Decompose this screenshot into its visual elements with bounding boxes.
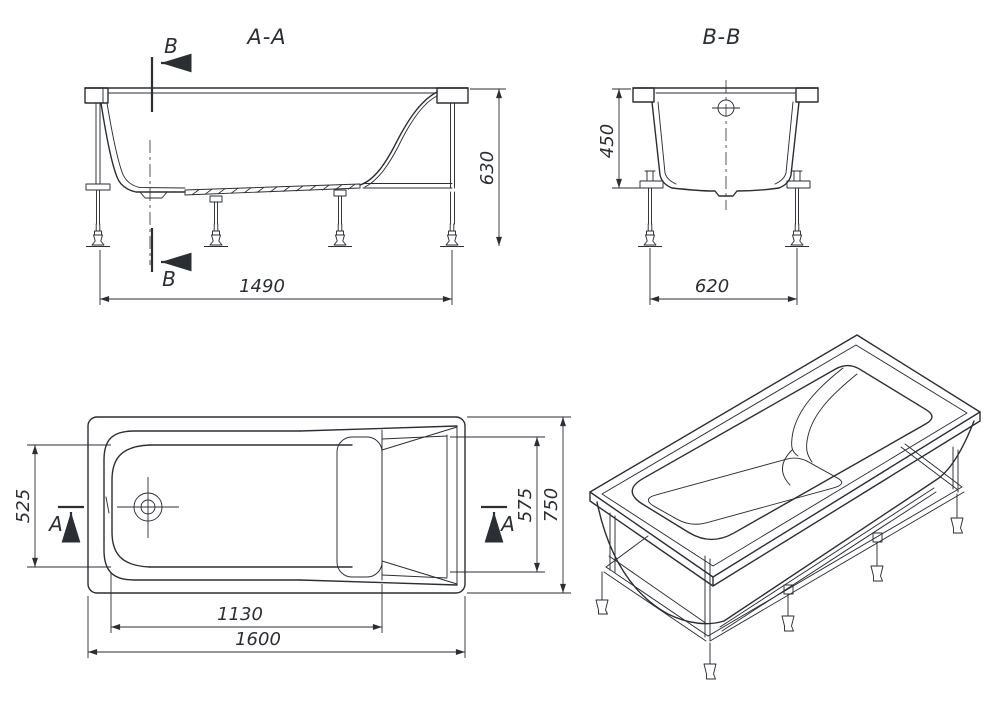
dim-value: 1600 bbox=[235, 629, 281, 650]
leg-bracket bbox=[334, 190, 346, 196]
dim-value: 630 bbox=[477, 150, 498, 186]
frame-bracket bbox=[640, 181, 663, 188]
aa-cut-marker-bottom bbox=[152, 228, 186, 291]
frame-bracket bbox=[86, 184, 110, 190]
frame-bracket bbox=[787, 181, 810, 188]
rim-clamp-right bbox=[437, 88, 468, 103]
leveling-foot bbox=[871, 566, 883, 581]
aa-tub-profile bbox=[85, 88, 468, 198]
cut-letter: B bbox=[162, 267, 176, 291]
leveling-foot bbox=[785, 224, 809, 247]
view-section-bb bbox=[597, 25, 818, 305]
dim-bb-width bbox=[650, 248, 797, 305]
plan-rim-contour bbox=[104, 426, 457, 585]
view-isometric bbox=[590, 335, 980, 679]
plan-drain-icon bbox=[106, 477, 179, 538]
bb-tub-section bbox=[633, 80, 818, 210]
iso-backrest-curves bbox=[782, 368, 857, 485]
leveling-foot bbox=[86, 224, 110, 247]
leveling-foot bbox=[704, 664, 716, 679]
section-bb-title: B-B bbox=[702, 25, 742, 49]
leveling-foot bbox=[596, 600, 608, 614]
aa-frame bbox=[86, 103, 464, 247]
dim-value: 1130 bbox=[217, 604, 263, 625]
rim-clamp-left bbox=[85, 88, 108, 103]
dim-value: 450 bbox=[597, 123, 618, 159]
iso-feet bbox=[596, 494, 963, 679]
leg-bracket bbox=[210, 196, 222, 202]
iso-tub-rim bbox=[590, 335, 980, 586]
view-plan bbox=[13, 417, 571, 658]
dim-value: 575 bbox=[515, 487, 536, 523]
view-section-aa bbox=[85, 25, 506, 305]
leveling-foot bbox=[782, 616, 794, 631]
leveling-foot bbox=[440, 224, 464, 247]
iso-tub-floor bbox=[648, 458, 841, 524]
section-aa-title: A-A bbox=[247, 25, 287, 49]
dim-value: 1490 bbox=[239, 276, 285, 297]
dim-value: 620 bbox=[694, 276, 730, 297]
cut-letter: B bbox=[164, 34, 178, 58]
dim-value: 750 bbox=[541, 487, 562, 523]
dim-bb-depth bbox=[597, 89, 642, 188]
rim-clamp-right bbox=[796, 88, 818, 102]
leveling-foot bbox=[638, 224, 662, 247]
leveling-foot bbox=[328, 224, 352, 247]
leveling-foot bbox=[951, 518, 963, 533]
cut-letter: A bbox=[49, 512, 63, 536]
dim-plan-inner-width-right bbox=[450, 437, 545, 572]
leveling-foot bbox=[204, 224, 228, 247]
plan-cut-marker-right bbox=[481, 507, 515, 536]
rear-rail bbox=[363, 184, 452, 189]
cut-letter: A bbox=[501, 512, 515, 536]
drain-recess bbox=[140, 192, 167, 198]
overflow-mark bbox=[106, 497, 109, 513]
aa-cut-marker-top bbox=[152, 34, 186, 112]
rim-clamp-left bbox=[633, 88, 654, 102]
plan-backrest-band bbox=[337, 437, 382, 577]
plan-backrest-edges bbox=[382, 427, 457, 584]
plan-cut-marker-left bbox=[47, 507, 84, 536]
dim-aa-height bbox=[470, 89, 506, 246]
dim-value: 525 bbox=[13, 488, 34, 524]
